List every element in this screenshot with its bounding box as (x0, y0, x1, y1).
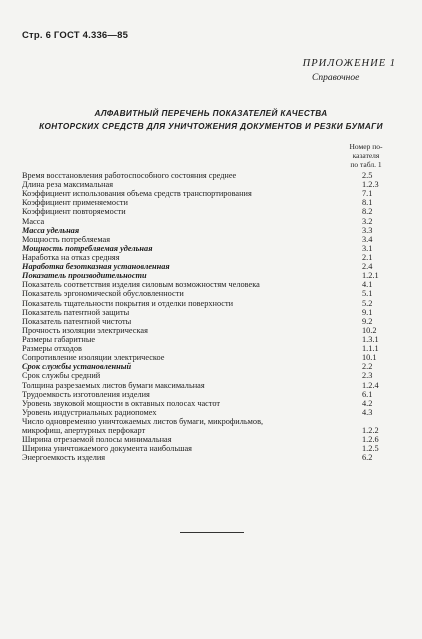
indicator-number: 1.2.2 (362, 426, 379, 436)
indicator-term: Время восстановления работоспособного состояния среднее (22, 171, 237, 180)
list-item (22, 280, 404, 289)
indicator-number: 2.3 (362, 371, 373, 381)
indicator-number: 5.1 (362, 289, 373, 299)
column-header-line-3: по табл. 1 (350, 160, 382, 169)
indicator-term: Трудоемкость изготовления изделия (22, 389, 150, 399)
document-title (0, 107, 422, 133)
indicator-number: 6.2 (362, 453, 373, 463)
indicator-number: 1.1.1 (362, 344, 379, 354)
indicator-number: 7.1 (362, 189, 373, 199)
list-item (22, 317, 404, 326)
indicator-number: 3.4 (362, 234, 373, 244)
list-item (22, 408, 404, 417)
column-header-line-1: Номер по- (349, 142, 383, 151)
indicator-number: 8.2 (362, 207, 373, 217)
indicator-term: Показатель соответствия изделия силовым возможностям человека (22, 280, 260, 290)
indicator-number: 3.2 (362, 216, 373, 226)
indicator-term: Коэффициент использования объема средств транспортирования (22, 189, 252, 199)
end-divider (180, 532, 244, 533)
list-item (22, 444, 404, 453)
list-item (22, 453, 404, 462)
list-item (22, 207, 404, 216)
list-item (22, 362, 404, 371)
indicator-number: 1.2.3 (362, 180, 379, 190)
indicator-term: Показатель производительности (22, 271, 147, 281)
indicator-number: 4.2 (362, 398, 373, 408)
indicator-number: 2.1 (362, 252, 373, 262)
list-item (22, 390, 404, 399)
indicator-term: Размеры отходов (22, 344, 82, 354)
indicator-number: 1.2.1 (362, 271, 379, 281)
list-item (22, 308, 404, 317)
indicator-term: Уровень индустриальных радиопомех (22, 407, 157, 417)
indicator-term: микрофиш, апертурных перфокарт (22, 426, 146, 436)
indicator-term: Коэффициент применяемости (22, 198, 128, 208)
indicator-number: 1.2.4 (362, 380, 379, 390)
indicator-term: Срок службы средний (22, 371, 101, 381)
indicator-term: Ширина отрезаемой полосы минимальная (22, 435, 172, 445)
indicator-number: 10.1 (362, 353, 377, 363)
list-item (22, 226, 404, 235)
indicator-term: Коэффициент повторяемости (22, 207, 126, 217)
list-item (22, 417, 404, 426)
indicator-term: Показатель эргономической обусловленности (22, 289, 184, 299)
indicator-number: 5.2 (362, 298, 373, 308)
indicator-term: Размеры габаритные (22, 334, 96, 344)
indicator-term: Наработка безотказная установленная (22, 262, 170, 272)
indicator-list (22, 171, 404, 463)
list-item (22, 198, 404, 207)
indicator-number: 2.4 (362, 262, 373, 272)
appendix-subtitle: Справочное (312, 73, 360, 83)
list-item (22, 399, 404, 408)
list-item (22, 289, 404, 298)
list-item (22, 235, 404, 244)
list-item (22, 381, 404, 390)
indicator-number: 8.1 (362, 198, 373, 208)
list-item (22, 271, 404, 280)
indicator-term: Мощность потребляемая удельная (22, 243, 153, 253)
list-item (22, 217, 404, 226)
indicator-term: Наработка на отказ средняя (22, 252, 120, 262)
list-item (22, 371, 404, 380)
indicator-term: Показатель патентной защиты (22, 307, 130, 317)
list-item (22, 335, 404, 344)
list-item (22, 326, 404, 335)
list-item (22, 253, 404, 262)
list-item (22, 435, 404, 444)
indicator-term: Срок службы установленный (22, 362, 132, 372)
list-item (22, 426, 404, 435)
indicator-number: 4.1 (362, 280, 373, 290)
document-title-line-1: АЛФАВИТНЫЙ ПЕРЕЧЕНЬ ПОКАЗАТЕЛЕЙ КАЧЕСТВА (94, 109, 328, 118)
indicator-term: Масса удельная (22, 225, 80, 235)
indicator-term: Сопротивление изоляции электрическое (22, 353, 165, 363)
indicator-term: Ширина уничтожаемого документа наибольшая (22, 444, 192, 454)
indicator-number: 1.3.1 (362, 334, 379, 344)
page-header: Стр. 6 ГОСТ 4.336—85 (22, 30, 129, 41)
indicator-term: Мощность потребляемая (22, 234, 111, 244)
list-item (22, 180, 404, 189)
indicator-number: 1.2.6 (362, 435, 379, 445)
column-header (336, 142, 396, 169)
indicator-number: 1.2.5 (362, 444, 379, 454)
indicator-number: 4.3 (362, 407, 373, 417)
list-item (22, 299, 404, 308)
list-item (22, 353, 404, 362)
indicator-number: 2.2 (362, 362, 373, 372)
appendix-title: ПРИЛОЖЕНИЕ 1 (302, 58, 396, 69)
list-item (22, 171, 404, 180)
document-title-line-2: КОНТОРСКИХ СРЕДСТВ ДЛЯ УНИЧТОЖЕНИЯ ДОКУМЕНТОВ И РЕЗКИ БУМАГИ (39, 122, 383, 131)
indicator-term: Показатель патентной чистоты (22, 316, 132, 326)
indicator-term: Энергоемкость изделия (22, 453, 106, 463)
indicator-number: 10.2 (362, 325, 377, 335)
indicator-number: 6.1 (362, 389, 373, 399)
indicator-number: 9.2 (362, 316, 373, 326)
indicator-term: Прочность изоляции электрическая (22, 325, 148, 335)
column-header-line-2: казателя (352, 151, 380, 160)
list-item (22, 344, 404, 353)
indicator-term: Уровень звуковой мощности в октавных полосах частот (22, 398, 221, 408)
indicator-term: Толщина разрезаемых листов бумаги максимальная (22, 380, 205, 390)
indicator-term: Масса (22, 216, 45, 226)
list-item (22, 244, 404, 253)
list-item (22, 262, 404, 271)
list-item (22, 189, 404, 198)
indicator-term: Число одновременно уничтожаемых листов бумаги, микрофильмов, (22, 416, 264, 426)
indicator-term: Показатель тщательности покрытия и отделки поверхности (22, 298, 234, 308)
indicator-number: 2.5 (362, 171, 373, 180)
indicator-number: 3.3 (362, 225, 373, 235)
indicator-number: 3.1 (362, 243, 373, 253)
indicator-term: Длина реза максимальная (22, 180, 114, 190)
indicator-number: 9.1 (362, 307, 373, 317)
